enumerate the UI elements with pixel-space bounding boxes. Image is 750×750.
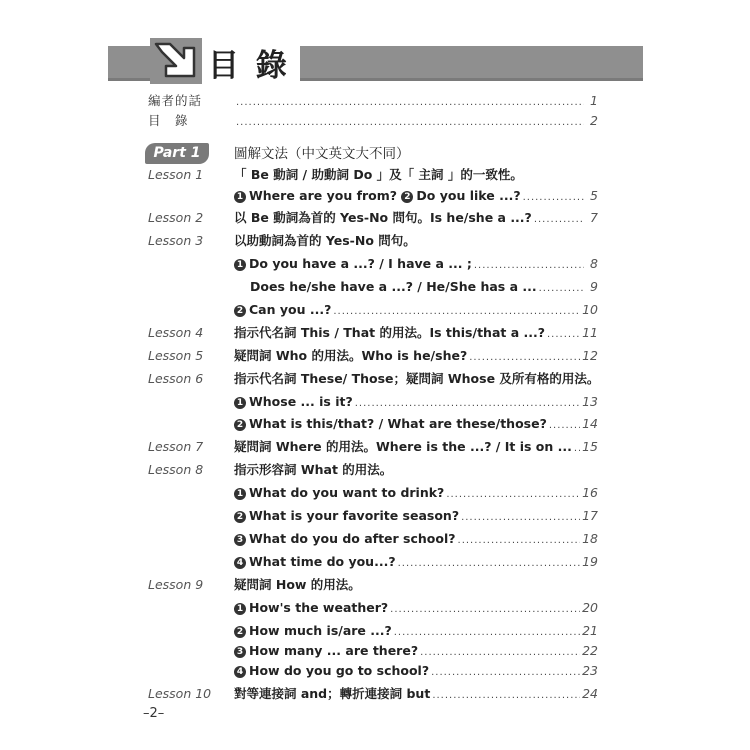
lesson-label: Lesson 4 [148,325,204,340]
number-badge: 1 [234,259,246,271]
dot-leader [390,600,580,620]
toc-entry[interactable] [234,437,598,459]
dot-leader [236,93,584,113]
page-ref: 10 [582,302,598,317]
lesson-label: Lesson 7 [148,439,204,454]
toc-entry[interactable] [234,483,598,505]
entry-text: What is your favorite season? [249,508,460,523]
toc-label: 編者的話 [148,93,203,108]
dot-leader [355,394,580,414]
lesson-intro: 疑問詞 How 的用法。 [234,577,361,592]
page-ref: 19 [582,554,598,569]
number-badge: 2 [234,305,246,317]
entry-text: Where are you from? [249,188,398,203]
toc-entry[interactable] [234,414,598,436]
dot-leader [394,623,580,643]
lesson-intro: 「 Be 動詞 / 助動詞 Do 」及「 主詞 」的一致性。 [234,167,523,182]
dot-leader [432,686,580,706]
toc-entry[interactable] [234,300,598,322]
entry-text: 疑問詞 Who 的用法。Who is he/she? [234,348,468,363]
lesson-label: Lesson 10 [148,686,212,701]
entry-text: What is this/that? / What are these/those? [249,416,547,431]
dot-leader [236,113,584,133]
toc-entry[interactable] [234,323,598,345]
lesson-label: Lesson 1 [148,167,204,182]
page-ref: 24 [582,686,598,701]
number-badge: 1 [234,603,246,615]
dot-leader [574,439,580,459]
toc-entry[interactable] [234,346,598,368]
toc-entry[interactable] [234,598,598,620]
toc-entry[interactable] [234,91,598,113]
dot-leader [398,554,581,574]
toc-entry[interactable] [234,661,598,683]
part-badge: Part 1 [145,143,209,164]
number-badge: 2 [234,511,246,523]
number-badge: 1 [234,191,246,203]
toc-entry[interactable] [234,208,598,230]
page-ref: 7 [590,210,598,225]
lesson-label: Lesson 9 [148,577,204,592]
dot-leader [333,302,580,322]
toc-entry[interactable] [250,277,598,299]
dot-leader [549,416,580,436]
lesson-label: Lesson 6 [148,371,204,386]
toc-entry[interactable] [234,506,598,528]
entry-text: Do you like ...? [416,188,521,203]
page-ref: 14 [582,416,598,431]
lesson-label: Lesson 8 [148,462,204,477]
number-badge: 3 [234,534,246,546]
dot-leader [534,210,584,230]
dot-leader [469,348,580,368]
dot-leader [420,643,580,663]
number-badge: 1 [234,488,246,500]
page-ref: 18 [582,531,598,546]
page-ref: 21 [582,623,598,638]
entry-text: How's the weather? [249,600,389,615]
toc-entry[interactable] [234,392,598,414]
entry-text: How much is/are ...? [249,623,392,638]
lesson-intro: 以助動詞為首的 Yes-No 問句。 [234,233,416,248]
toc-entry[interactable] [234,621,598,643]
number-badge: 2 [234,419,246,431]
page-number: –2– [143,706,165,721]
toc-entry[interactable] [234,641,598,663]
dot-leader [461,508,580,528]
page-ref: 23 [582,663,598,678]
number-badge: 2 [401,191,413,203]
page-ref: 15 [582,439,598,454]
entry-text: Can you ...? [249,302,332,317]
lesson-label: Lesson 5 [148,348,204,363]
page-ref: 17 [582,508,598,523]
lesson-intro: 指示代名詞 These/ Those；疑問詞 Whose 及所有格的用法。 [234,371,600,386]
dot-leader [547,325,580,345]
entry-text: What time do you...? [249,554,396,569]
page-ref: 2 [590,113,598,128]
page-ref: 20 [582,600,598,615]
entry-text: Do you have a ...? / I have a ... ; [249,256,472,271]
dot-leader [539,279,584,299]
page-ref: 16 [582,485,598,500]
toc-entry[interactable] [234,684,598,706]
number-badge: 4 [234,666,246,678]
toc-label: 目 錄 [148,113,189,128]
entry-text: 疑問詞 Where 的用法。Where is the ...? / It is on ... [234,439,572,454]
entry-text: How many ... are there? [249,643,419,658]
page-title: 目 錄 [208,48,290,84]
number-badge: 3 [234,646,246,658]
dot-leader [474,256,584,276]
dot-leader [431,663,580,683]
toc-entry[interactable] [234,552,598,574]
page-ref: 11 [582,325,598,340]
toc-entry[interactable] [234,529,598,551]
page-ref: 5 [590,188,598,203]
toc-entry[interactable] [234,111,598,133]
page-ref: 22 [582,643,598,658]
number-badge: 1 [234,397,246,409]
dot-leader [523,188,584,208]
lesson-label: Lesson 3 [148,233,204,248]
entry-text: 指示代名詞 This / That 的用法。Is this/that a ...? [234,325,545,340]
page-ref: 13 [582,394,598,409]
page-ref: 1 [590,93,598,108]
entry-text: 以 Be 動詞為首的 Yes-No 問句。Is he/she a ...? [234,210,532,225]
entry-text: 對等連接詞 and；轉折連接詞 but [234,686,431,701]
number-badge: 2 [234,626,246,638]
lesson-intro: 指示形容詞 What 的用法。 [234,462,393,477]
entry-text: Does he/she have a ...? / He/She has a ... [250,279,537,294]
entry-text: What do you do after school? [249,531,456,546]
entry-text: How do you go to school? [249,663,430,678]
arrow-down-right-icon [150,38,202,84]
entry-text: What do you want to drink? [249,485,445,500]
number-badge: 4 [234,557,246,569]
page-ref: 12 [582,348,598,363]
toc-entry[interactable] [234,186,598,208]
page-ref: 9 [590,279,598,294]
part-heading: 圖解文法（中文英文大不同） [234,146,410,162]
entry-text: Whose ... is it? [249,394,353,409]
lesson-label: Lesson 2 [148,210,204,225]
toc-entry[interactable] [234,254,598,276]
dot-leader [446,485,580,505]
dot-leader [458,531,581,551]
page-ref: 8 [590,256,598,271]
